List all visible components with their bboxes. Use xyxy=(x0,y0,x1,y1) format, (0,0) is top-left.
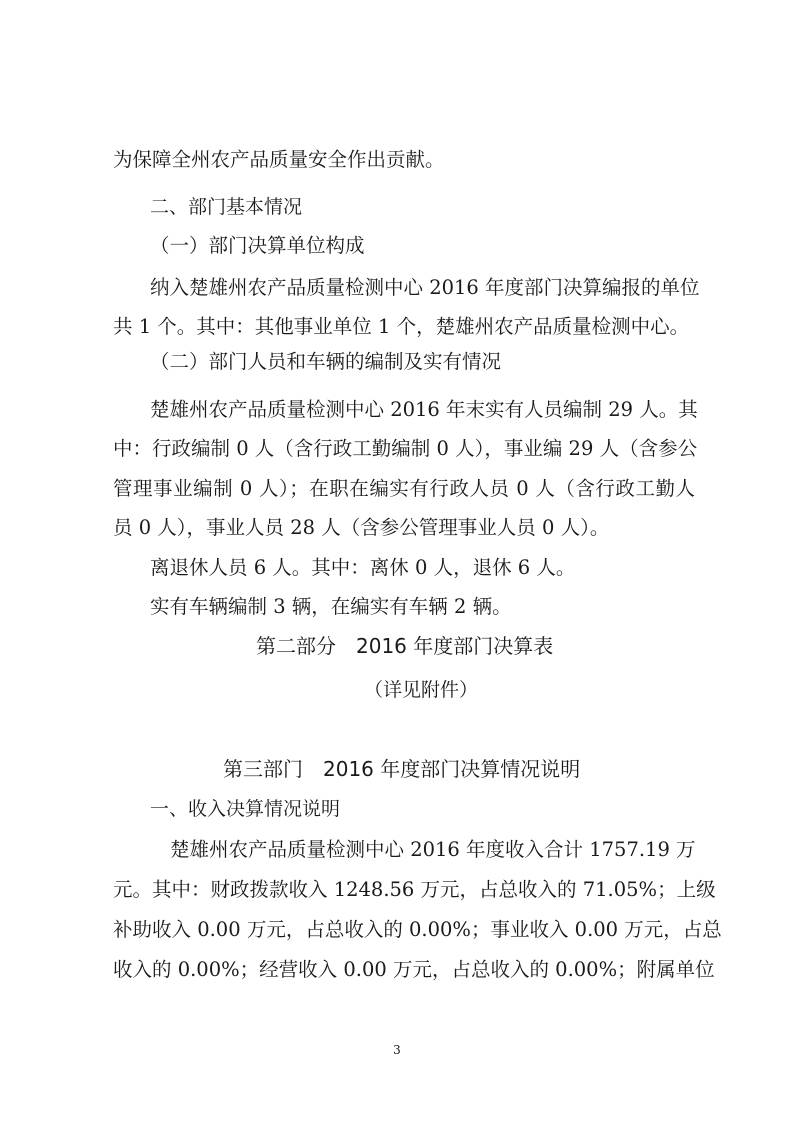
part-title: 第二部分 2016 年度部门决算表 xyxy=(256,634,554,658)
paragraph-line: 员 0 人），事业人员 28 人（含参公管理事业人员 0 人）。 xyxy=(113,516,610,539)
paragraph-line: 楚雄州农产品质量检测中心 2016 年度收入合计 1757.19 万 xyxy=(170,838,696,861)
part-subtitle: （详见附件） xyxy=(364,679,479,701)
paragraph-line: 纳入楚雄州农产品质量检测中心 2016 年度部门决算编报的单位 xyxy=(150,276,700,299)
paragraph-line: 楚雄州农产品质量检测中心 2016 年末实有人员编制 29 人。其 xyxy=(150,398,698,421)
subsection-heading: （二）部门人员和车辆的编制及实有情况 xyxy=(150,350,502,373)
page-number: 3 xyxy=(393,1043,401,1057)
paragraph-line: 离退休人员 6 人。其中：离休 0 人，退休 6 人。 xyxy=(150,556,576,579)
paragraph-line: 管理事业编制 0 人）；在职在编实有行政人员 0 人（含行政工勤人 xyxy=(113,477,695,500)
part-title: 第三部门 2016 年度部门决算情况说明 xyxy=(223,757,581,781)
section-heading: 一、收入决算情况说明 xyxy=(150,798,341,820)
paragraph-line: 收入的 0.00%；经营收入 0.00 万元，占总收入的 0.00%；附属单位 xyxy=(113,958,715,981)
section-heading: 二、部门基本情况 xyxy=(150,196,303,218)
paragraph-line: 中：行政编制 0 人（含行政工勤编制 0 人），事业编 29 人（含参公 xyxy=(113,437,698,460)
subsection-heading: （一）部门决算单位构成 xyxy=(150,234,365,257)
paragraph-line: 补助收入 0.00 万元，占总收入的 0.00%；事业收入 0.00 万元，占总 xyxy=(113,918,722,941)
paragraph-line: 实有车辆编制 3 辆，在编实有车辆 2 辆。 xyxy=(150,595,512,618)
paragraph-line: 元。其中：财政拨款收入 1248.56 万元，占总收入的 71.05%；上级 xyxy=(113,878,716,901)
paragraph-line: 共 1 个。其中：其他事业单位 1 个，楚雄州农产品质量检测中心。 xyxy=(113,315,690,338)
paragraph-line: 为保障全州农产品质量安全作出贡献。 xyxy=(113,148,445,171)
